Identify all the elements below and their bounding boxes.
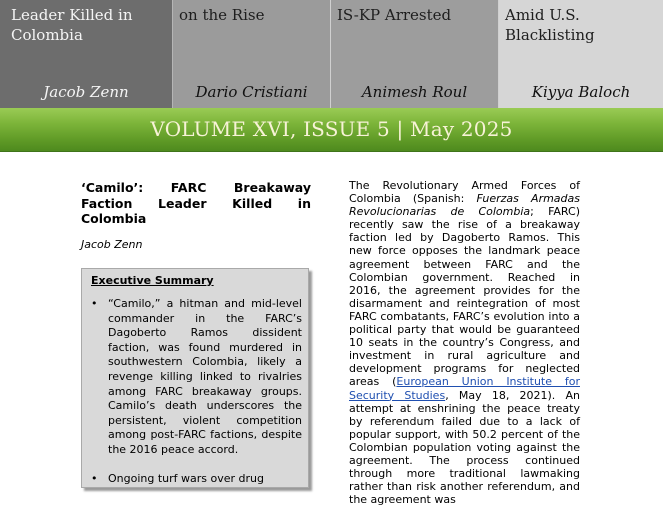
- article-body: [349, 179, 580, 506]
- body-italic-text: Fuerzas Armadas Revolucionarias de Colombia: [349, 192, 580, 218]
- summary-bullet: [108, 472, 302, 487]
- teaser-author: Animesh Roul: [331, 83, 498, 101]
- bullet-icon: •: [91, 297, 98, 312]
- source-link[interactable]: European Union Institute for Security Studies: [349, 375, 580, 401]
- teaser-panel-4[interactable]: [499, 0, 663, 108]
- teaser-title: on the Rise: [179, 5, 264, 25]
- article-title: ‘Camilo’: FARC Breakaway Faction Leader Killed in Colombia: [81, 180, 311, 227]
- teaser-author: Jacob Zenn: [0, 83, 172, 101]
- body-text: , May 18, 2021). An attempt at enshrining the peace treaty by referendum failed due to a lack of popular support, with 50.2 percent of the Colombian population voting against the agreement. The process continued through more traditional lawmaking rather than risk another referendum, and the agreement was: [349, 389, 580, 506]
- volume-issue-label: VOLUME XVI, ISSUE 5 | May 2025: [0, 117, 663, 141]
- executive-summary-list: [108, 297, 302, 500]
- executive-summary-heading: Executive Summary: [91, 274, 214, 287]
- body-text: ; FARC) recently saw the rise of a breakaway faction led by Dagoberto Ramos. This new force opposes the landmark peace agreement between FARC and the Colombian government. Reached in 2016, the agreement provides for the disarmament and reintegration of most FARC combatants, FARC’s evolution into a political party that would be guaranteed 10 seats in the country’s Congress, and investment in rural agriculture and development programs for neglected areas (: [349, 205, 580, 388]
- teaser-title: Amid U.S. Blacklisting: [505, 5, 663, 45]
- teaser-panel-2[interactable]: [173, 0, 331, 108]
- teaser-title: Leader Killed in Colombia: [11, 5, 141, 45]
- teaser-panel-3[interactable]: [331, 0, 499, 108]
- teaser-panel-1[interactable]: [0, 0, 173, 108]
- bullet-icon: •: [91, 472, 98, 487]
- summary-bullet-text: Ongoing turf wars over drug: [108, 472, 264, 485]
- summary-bullet-text: “Camilo,” a hitman and mid-level commander in the FARC’s Dagoberto Ramos dissident faction, was found murdered in southwestern Colombia, likely a revenge killing linked to rivalries among FARC breakaway groups. Camilo’s death underscores the persistent, violent competition among post-FARC factions, despite the 2016 peace accord.: [108, 297, 302, 456]
- teaser-author: Dario Cristiani: [173, 83, 330, 101]
- summary-bullet: [108, 297, 302, 458]
- header-article-teasers: [0, 0, 663, 108]
- article-author: Jacob Zenn: [81, 238, 143, 251]
- teaser-author: Kiyya Baloch: [499, 83, 663, 101]
- volume-banner: [0, 108, 663, 152]
- executive-summary-box: [81, 268, 309, 488]
- body-text: The Revolutionary Armed Forces of Colombia (Spanish:: [349, 179, 580, 205]
- teaser-title: IS-KP Arrested: [337, 5, 451, 25]
